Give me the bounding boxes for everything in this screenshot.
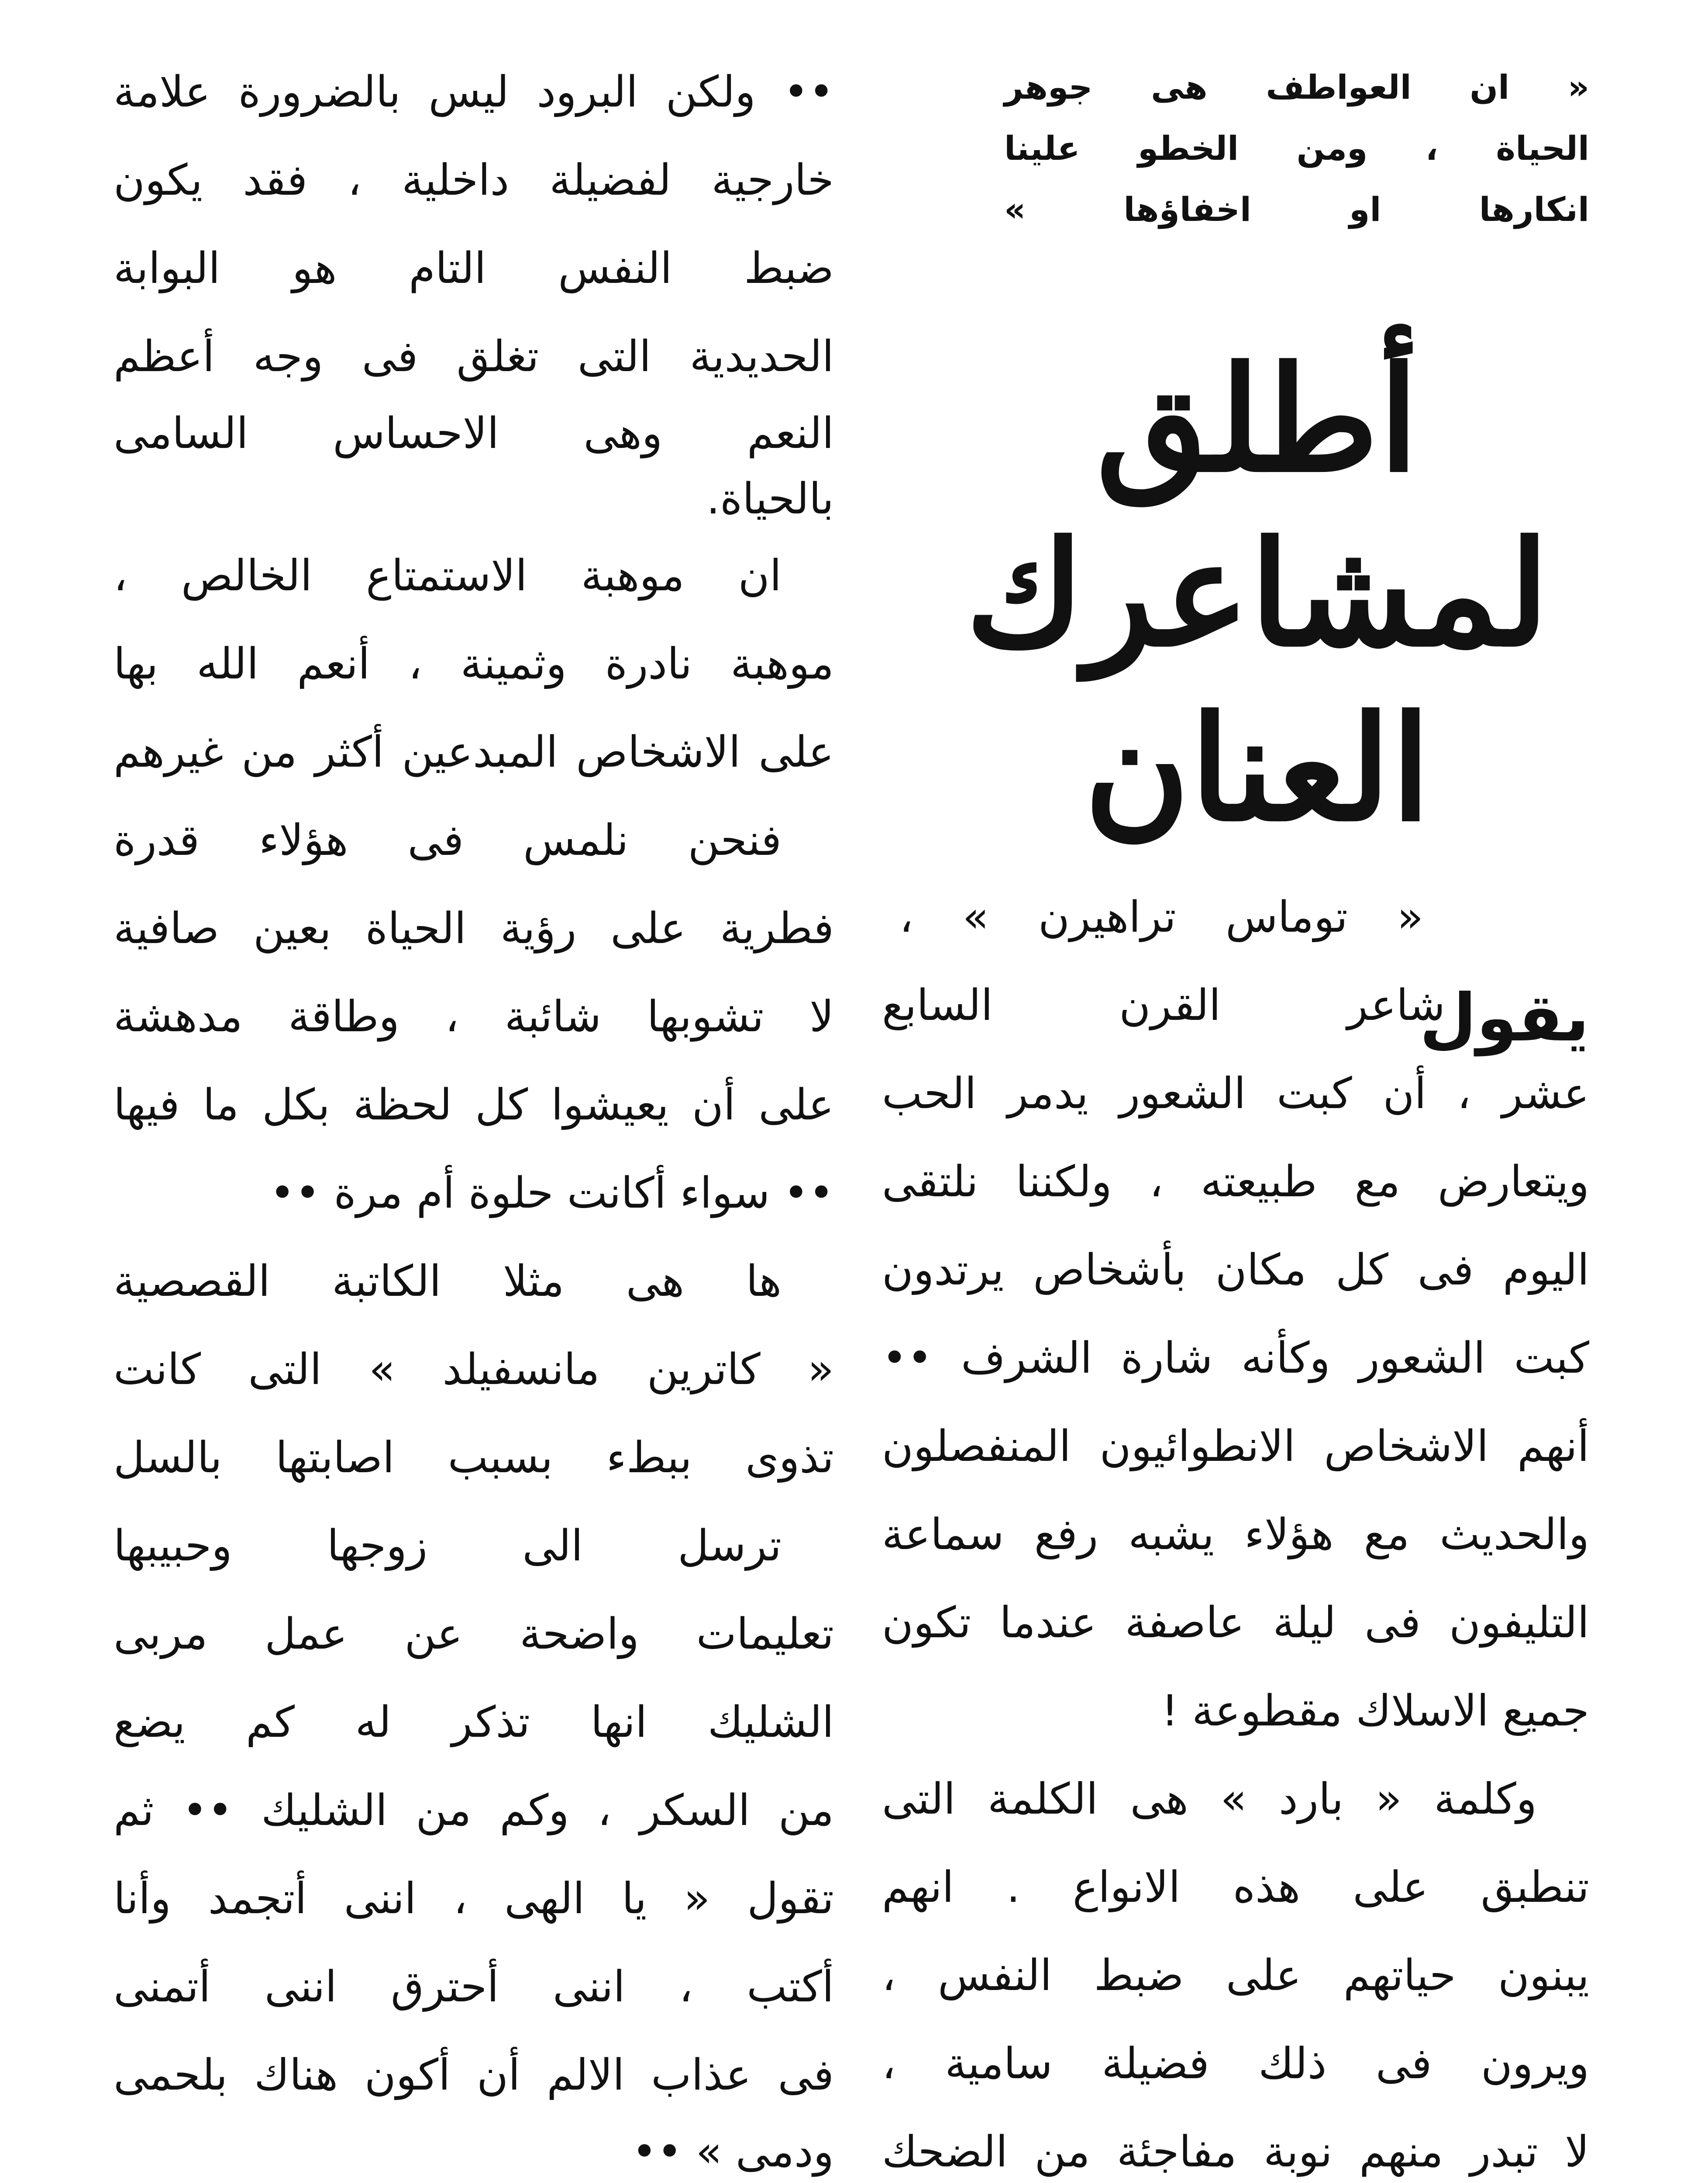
paragraph-line: الشليك انها تذكر له كم يضع — [114, 1698, 834, 1747]
paragraph-line: يبنون حياتهم على ضبط النفس ، — [882, 1951, 1589, 2001]
paragraph-line: ترسل الى زوجها وحبيبها — [114, 1521, 782, 1571]
pull-quote — [1004, 57, 1589, 240]
paragraph-line: خارجية لفضيلة داخلية ، فقد يكون — [114, 155, 834, 205]
paragraph-line: التليفون فى ليلة عاصفة عندما تكون — [882, 1598, 1589, 1648]
paragraph-line: بالحياة. — [706, 474, 834, 524]
right-column-body — [882, 873, 1589, 2183]
intro-line: شاعر القرن السابع — [882, 981, 1445, 1030]
paragraph-line: النعم وهى الاحساس السامى — [114, 409, 834, 458]
paragraph-line: ضبط النفس التام هو البوابة — [114, 244, 834, 293]
headline-line: أطلق — [1096, 334, 1419, 504]
intro-line: « توماس تراهيرن » ، — [899, 892, 1423, 942]
pull-quote-line: « ان العواطف هى جوهر — [1004, 68, 1589, 107]
paragraph-line: تعليمات واضحة عن عمل مربى — [114, 1609, 834, 1659]
paragraph-line: أنهم الاشخاص الانطوائيون المنفصلون — [882, 1422, 1589, 1471]
paragraph-line: عشر ، أن كبت الشعور يدمر الحب — [882, 1069, 1589, 1119]
paragraph-line: تذوى ببطء بسبب اصابتها بالسل — [114, 1433, 834, 1483]
headline-line: لمشاعرك — [965, 509, 1550, 678]
pull-quote-line: الحياة ، ومن الخطو علينا — [1004, 129, 1589, 168]
paragraph-line: •• ولكن البرود ليس بالضرورة علامة — [114, 67, 834, 117]
paragraph-line: ويتعارض مع طبيعته ، ولكننا نلتقى — [882, 1157, 1589, 1207]
paragraph-line: « كاترين مانسفيلد » التى كانت — [114, 1345, 834, 1395]
paragraph-line: ها هى مثلا الكاتبة القصصية — [114, 1257, 782, 1306]
paragraph-line: •• سواء أكانت حلوة أم مرة •• — [269, 1168, 834, 1218]
paragraph-line: فنحن نلمس فى هؤلاء قدرة — [114, 816, 782, 865]
left-column-body — [114, 48, 834, 2183]
pull-quote-line: انكارها او اخفاؤها » — [1004, 190, 1589, 229]
paragraph-line: ودمى » •• — [631, 2127, 834, 2177]
paragraph-line: من السكر ، وكم من الشليك •• ثم — [114, 1786, 834, 1835]
paragraph-line: أكتب ، اننى أحترق اننى أتمنى — [114, 1962, 834, 2012]
paragraph-line: اليوم فى كل مكان بأشخاص يرتدون — [882, 1245, 1589, 1295]
paragraph-line: لا تشوبها شائبة ، وطاقة مدهشة — [114, 992, 834, 1042]
paragraph-line: على الاشخاص المبدعين أكثر من غيرهم — [114, 727, 834, 777]
paragraph-line: ان موهبة الاستمتاع الخالص ، — [114, 551, 782, 601]
intro-lead-word: يقول — [1419, 980, 1589, 1056]
paragraph-line: فى عذاب الالم أن أكون هناك بلحمى — [114, 2050, 834, 2100]
paragraph-line: فطرية على رؤية الحياة بعين صافية — [114, 904, 834, 954]
paragraph-line: على أن يعيشوا كل لحظة بكل ما فيها — [114, 1080, 834, 1130]
paragraph-line: تنطبق على هذه الانواع . انهم — [882, 1863, 1589, 1912]
intro-row-1 — [882, 873, 1589, 961]
paragraph-line: لا تبدر منهم نوبة مفاجئة من الضحك — [882, 2127, 1589, 2177]
paragraph-line: الحديدية التى تغلق فى وجه أعظم — [114, 332, 834, 382]
paragraph-line: تقول « يا الهى ، اننى أتجمد وأنا — [114, 1874, 834, 1924]
paragraph-line: وكلمة « بارد » هى الكلمة التى — [882, 1774, 1537, 1824]
paragraph-line: جميع الاسلاك مقطوعة ! — [1161, 1686, 1589, 1736]
headline-line: العنان — [1084, 684, 1431, 853]
paragraph-line: كبت الشعور وكأنه شارة الشرف •• — [882, 1333, 1589, 1383]
article-headline — [952, 332, 1563, 856]
paragraph-line: موهبة نادرة وثمينة ، أنعم الله بها — [114, 639, 834, 689]
intro-row-2 — [882, 961, 1589, 1056]
paragraph-line: ويرون فى ذلك فضيلة سامية ، — [882, 2039, 1589, 2089]
paragraph-line: والحديث مع هؤلاء يشبه رفع سماعة — [882, 1510, 1589, 1560]
